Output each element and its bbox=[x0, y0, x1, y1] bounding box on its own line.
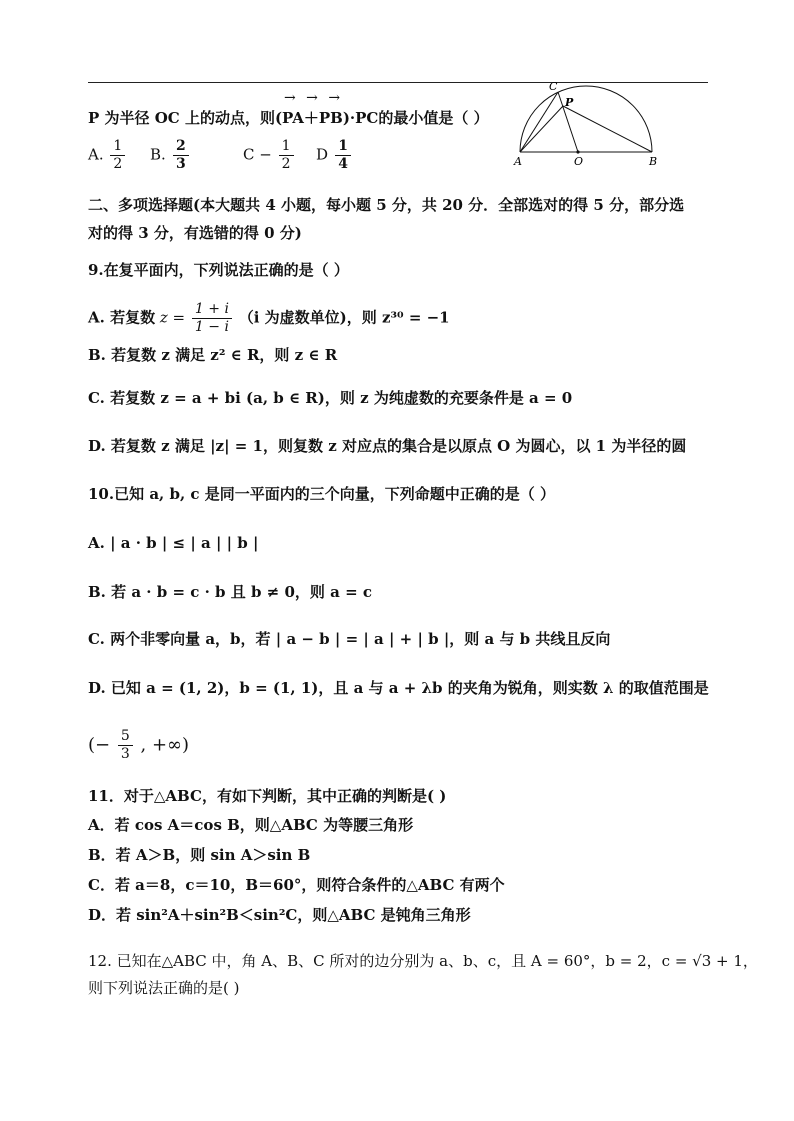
q9-option-d: D. 若复数 z 满足 |z| = 1，则复数 z 对应点的集合是以原点 O 为圆心，以 1 为半径的圆 bbox=[88, 437, 687, 455]
q11-option-a: A．若 cos A＝cos B，则△ABC 为等腰三角形 bbox=[88, 816, 414, 834]
q9-option-b: B. 若复数 z 满足 z² ∈ R，则 z ∈ R bbox=[88, 346, 338, 364]
q10-option-d: D. 已知 a = (1, 2)，b = (1, 1)，且 a 与 a + λb 的夹角为锐角，则实数 λ 的取值范围是 bbox=[88, 679, 709, 697]
q9-stem: 9.在复平面内，下列说法正确的是（ ） bbox=[88, 261, 349, 279]
point-o bbox=[576, 150, 579, 153]
q11-option-c: C．若 a＝8，c＝10，B＝60°，则符合条件的△ABC 有两个 bbox=[88, 876, 505, 894]
label-o: O bbox=[574, 155, 584, 168]
section2-header-line2: 对的得 3 分，有选错的得 0 分) bbox=[88, 224, 302, 242]
label-a: A bbox=[514, 155, 522, 168]
q8-option-d: D $\frac{1}{4}$ bbox=[316, 138, 353, 173]
q10-option-d-range: (− $\frac{5}{3}$ , +∞) bbox=[88, 728, 190, 762]
q11-option-b: B．若 A＞B，则 sin A＞sin B bbox=[88, 846, 311, 864]
q10-stem: 10.已知 a, b, c 是同一平面内的三个向量，下列命题中正确的是（ ） bbox=[88, 485, 555, 503]
q11-stem: 11．对于△ABC，有如下判断，其中正确的判断是( ) bbox=[88, 787, 447, 805]
q10-option-c: C. 两个非零向量 a，b，若 | a − b | = | a | + | b |，则 a 与 b 共线且反向 bbox=[88, 630, 611, 648]
section2-header-line1: 二、多项选择题(本大题共 4 小题，每小题 5 分，共 20 分．全部选对的得 5 分，部分选 bbox=[88, 196, 685, 214]
q8-option-b: B. $\frac{2}{3}$ bbox=[150, 138, 191, 173]
q8-vector-marks: → → → bbox=[284, 90, 341, 106]
q12-line1: 12. 已知在△ABC 中，角 A、B、C 所对的边分别为 a、b、c，且 A = 60°，b = 2，c = √3 + 1， bbox=[88, 952, 758, 970]
q10-option-b: B. 若 a · b = c · b 且 b ≠ 0，则 a = c bbox=[88, 583, 372, 601]
q9-option-c: C. 若复数 z = a + bi (a, b ∈ R)，则 z 为纯虚数的充要条件是 a = 0 bbox=[88, 389, 573, 407]
label-b: B bbox=[649, 155, 658, 168]
q11-option-d: D．若 sin²A＋sin²B＜sin²C，则△ABC 是钝角三角形 bbox=[88, 906, 471, 924]
q9-option-a: A. 若复数 z = $\frac{1 + i}{1 - i}$ （i 为虚数单位)，则 z³⁰ = −1 bbox=[88, 301, 450, 335]
segment-ap bbox=[520, 106, 563, 152]
semicircle-figure bbox=[508, 80, 668, 170]
label-c: C bbox=[549, 80, 558, 93]
label-p: P bbox=[565, 96, 574, 109]
q8-stem: P 为半径 OC 上的动点，则(PA＋PB)·PC的最小值是（ ） bbox=[88, 109, 489, 127]
q10-option-a: A. | a · b | ≤ | a | | b | bbox=[88, 534, 259, 552]
q12-line2: 则下列说法正确的是( ) bbox=[88, 979, 240, 997]
q8-option-c: C − $\frac{1}{2}$ bbox=[243, 138, 296, 173]
q8-option-a: A. $\frac{1}{2}$ bbox=[88, 138, 127, 173]
segment-ac bbox=[520, 92, 558, 152]
